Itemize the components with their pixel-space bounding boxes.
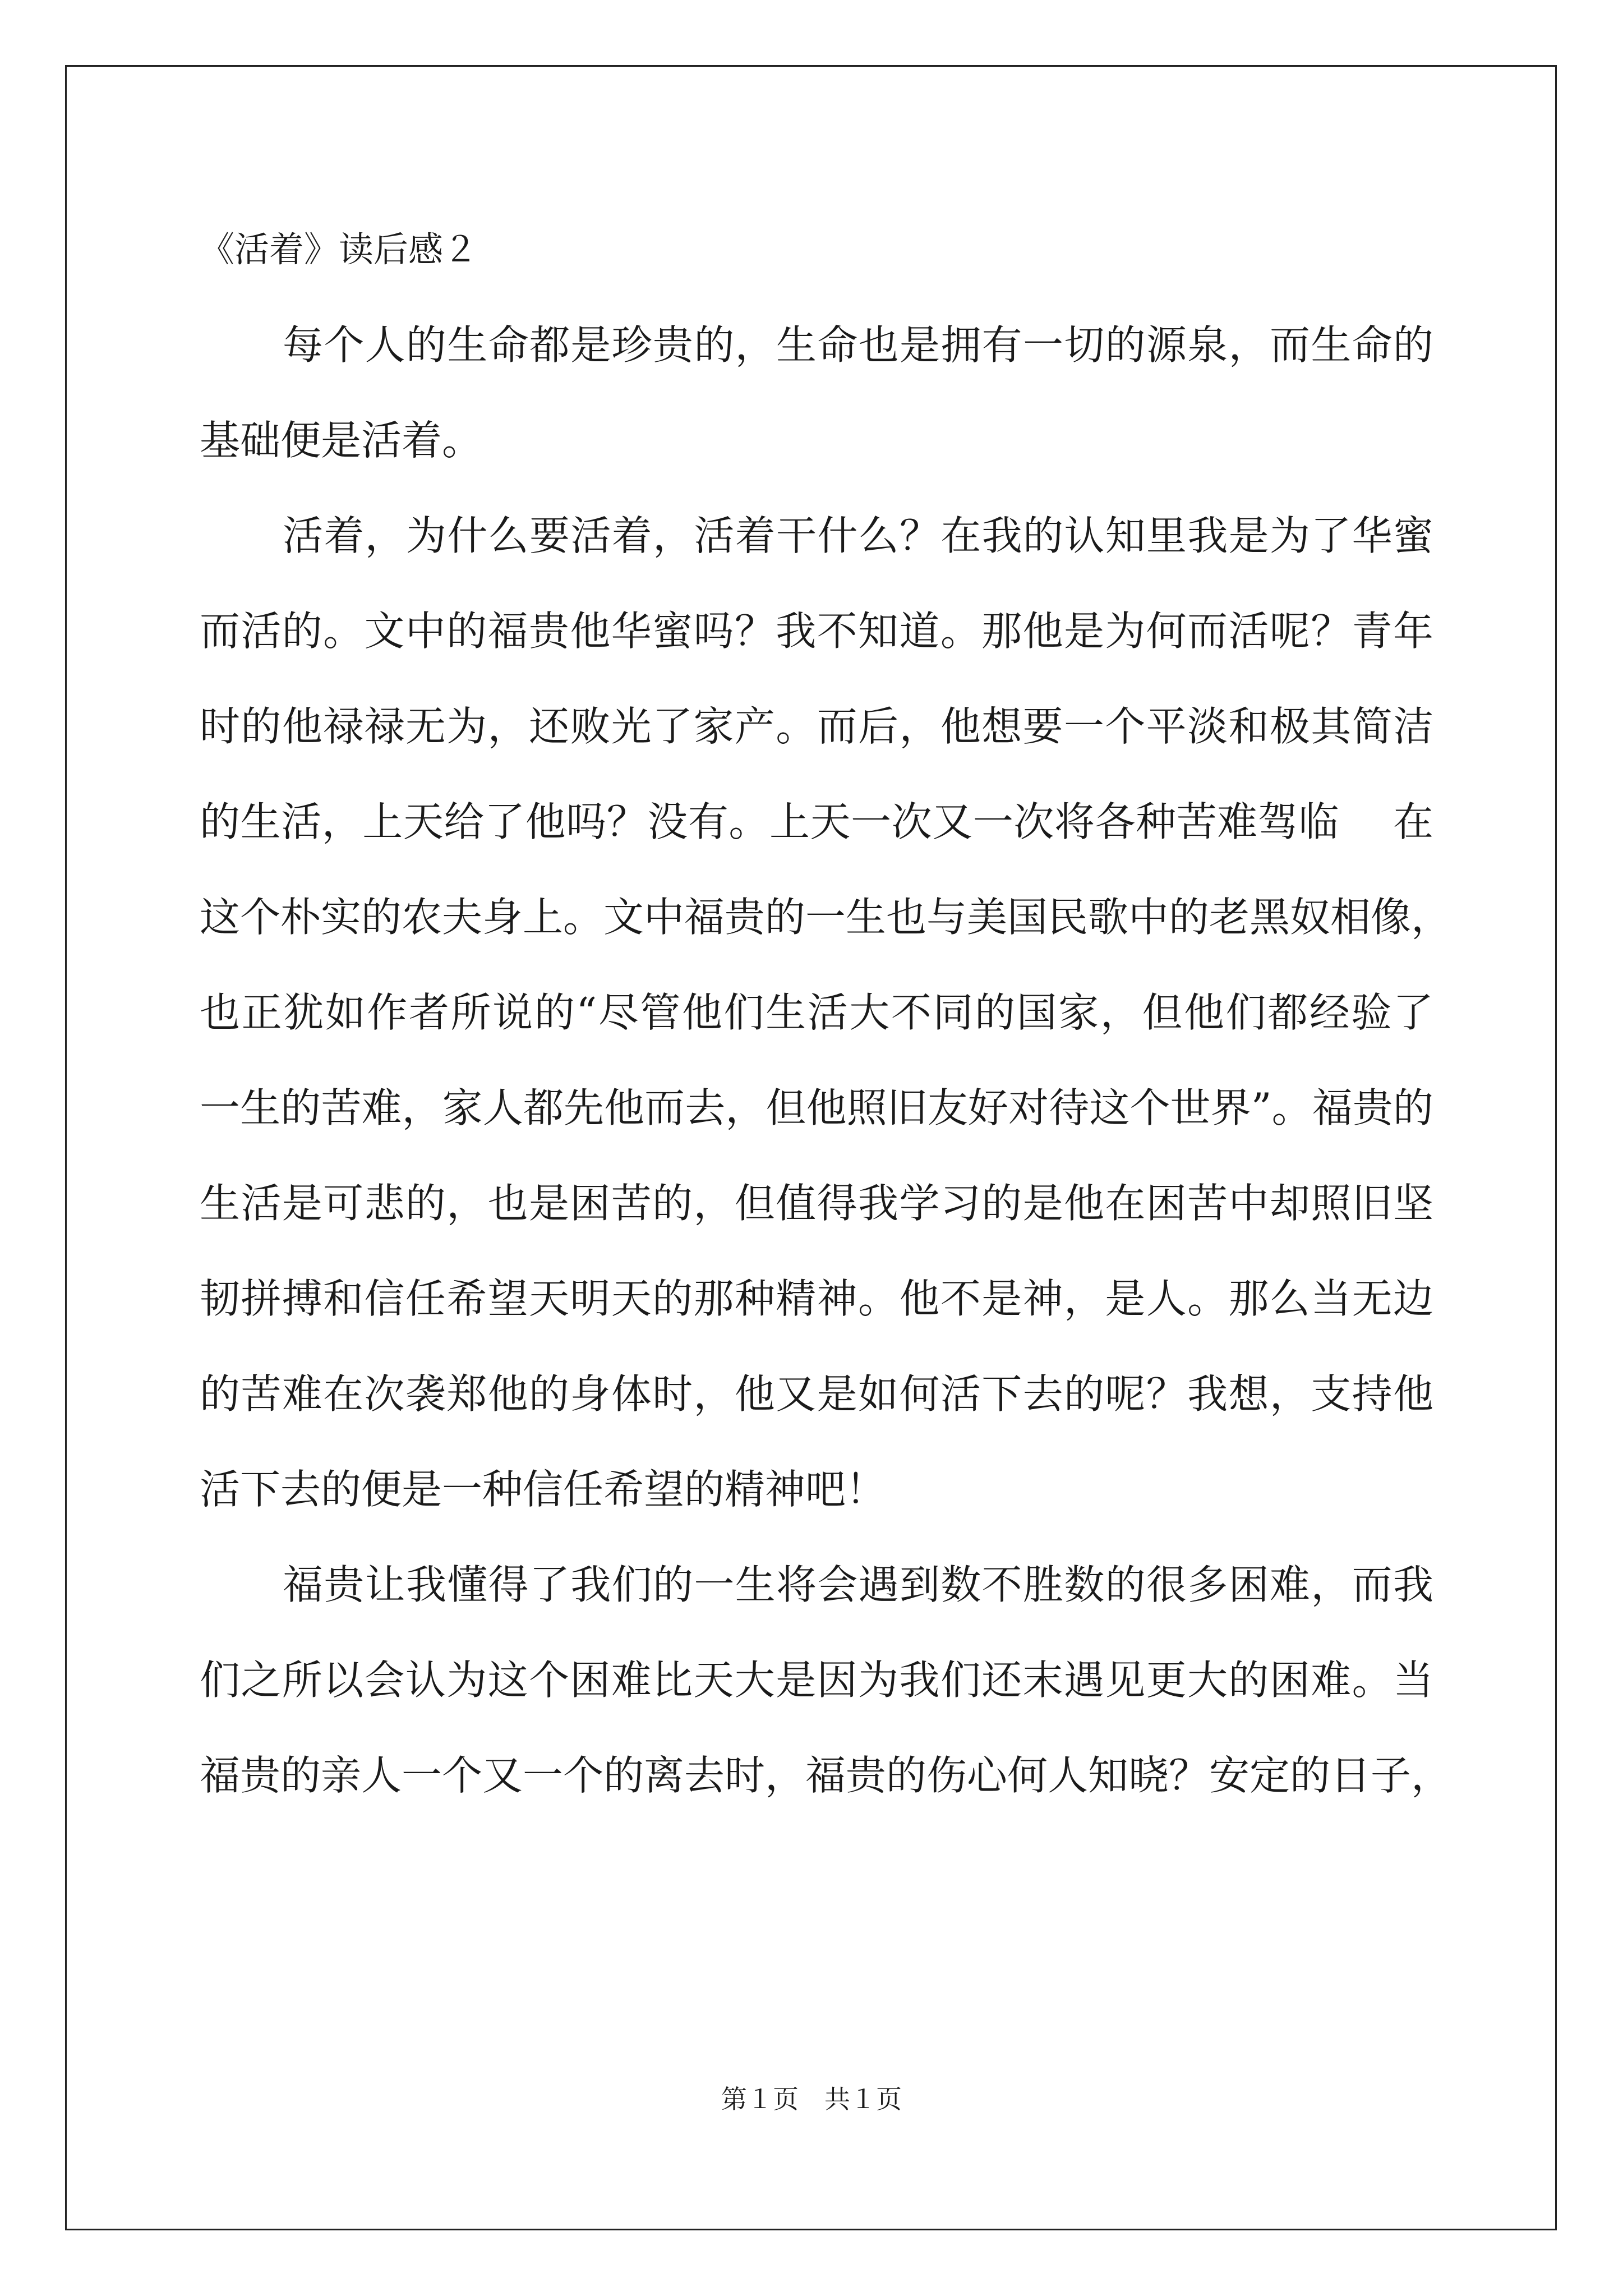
document-body [200,202,1452,1823]
text-line: 这个朴实的农夫身上。文中福贵的一生也与美国民歌中的老黑奴相像， [200,894,1452,941]
text-line: 们之所以会认为这个困难比天大是因为我们还末遇见更大的困难。当 [200,1657,1433,1704]
text-line: 生活是可悲的，也是困苦的，但值得我学习的是他在困苦中却照旧坚 [200,1180,1433,1227]
paragraph-2 [200,488,1452,1537]
text-line: 韧拼搏和信任希望天明天的那种精神。他不是神，是人。那么当无边 [200,1275,1433,1322]
text-line: 也正犹如作者所说的“尽管他们生活大不同的国家，但他们都经验了 [200,989,1433,1036]
text-line: 的生活，上天给了他吗？没有。上天一次又一次将各种苦难驾临 在 [200,798,1433,845]
paragraph-3 [200,1537,1452,1823]
text-line: 福贵的亲人一个又一个的离去时，福贵的伤心何人知晓？安定的日子， [200,1752,1452,1799]
page-footer: 第１页 共１页 [721,2084,902,2114]
text-line: 一生的苦难，家人都先他而去，但他照旧友好对待这个世界”。福贵的 [200,1084,1433,1131]
text-line: 活下去的便是一种信任希望的精神吧！ [200,1466,887,1513]
text-line: 而活的。文中的福贵他华蜜吗？我不知道。那他是为何而活呢？青年 [200,608,1433,655]
text-line: 每个人的生命都是珍贵的，生命也是拥有一切的源泉，而生命的 [283,321,1433,369]
text-line: 活着，为什么要活着，活着干什么？在我的认知里我是为了华蜜 [283,512,1433,559]
text-line: 福贵让我懂得了我们的一生将会遇到数不胜数的很多困难，而我 [283,1561,1433,1608]
text-line: 基础便是活着。 [200,417,483,464]
text-line: 的苦难在次袭郑他的身体时，他又是如何活下去的呢？我想，支持他 [200,1370,1433,1418]
paragraph-1 [200,297,1433,488]
text-line: 时的他禄禄无为，还败光了家产。而后，他想要一个平淡和极其简洁 [200,703,1433,750]
document-title: 《活着》读后感２ [200,229,478,270]
